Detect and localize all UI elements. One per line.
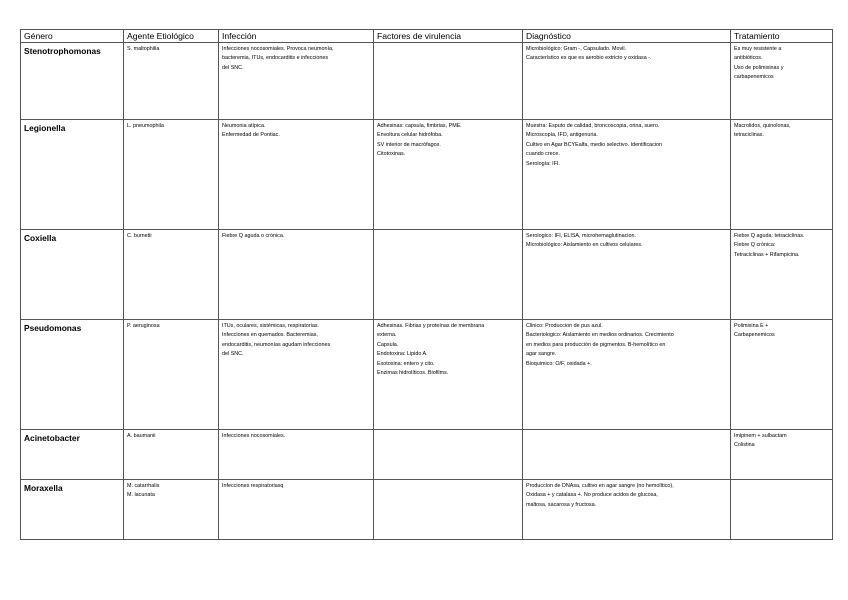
tratamiento-cell [731,320,833,430]
factores-line: Exotoxina: entero y cito. [377,360,435,367]
tratamiento-line: Fiebre Q aguda: tetraciclinas. [734,233,805,239]
agente-line: M. lacunata [127,492,155,499]
factores-cell [374,480,523,540]
agente-line: L. pneumophila [127,123,164,129]
infeccion-line: Infecciones nocosomiales. Provoca neumonía, [222,46,334,52]
genus-cell: Stenotrophomonas [21,43,124,120]
diagnostico-line: Bacteriologico: Aislamiento en medios ordinarios. Crecimiento [526,332,674,339]
infeccion-cell [219,43,374,120]
factores-line: Adhesinas: capsula, fimbrias, PME. [377,123,462,129]
infeccion-line: endocarditis, neumonías agudam infecciones [222,341,331,348]
factores-cell [374,43,523,120]
diagnostico-cell [523,43,731,120]
genus-cell: Coxiella [21,230,124,320]
agente-cell [124,43,219,120]
factores-cell [374,320,523,430]
genus-cell: Acinetobacter [21,430,124,480]
infeccion-line: ITUs, oculares, sistémicas, respiratorias. [222,323,320,329]
diagnostico-cell [523,230,731,320]
table-row [21,320,833,430]
factores-line: Enzimas hidrolíticos. Biofilms. [377,370,449,377]
header-genero: Género [21,30,124,43]
header-agente: Agente Etiológico [124,30,219,43]
diagnostico-line: Microbiológico: Gram -, Capsulado. Movil. [526,46,627,52]
agente-cell [124,430,219,480]
tratamiento-cell [731,230,833,320]
diagnostico-line: Cultivo en Agar BCYEalfa, medio selectivo. Identificacion [526,141,663,148]
factores-line: Capsula. [377,341,399,348]
infeccion-cell [219,480,374,540]
header-diagnostico: Diagnóstico [523,30,731,43]
tratamiento-cell [731,480,833,540]
infeccion-line: Infecciones respiratoriasq [222,483,284,489]
diagnostico-line: Característico es que es aerobio extricto y oxidasa -. [526,55,652,62]
tratamiento-line: Carbapenemicos [734,332,775,339]
tratamiento-line: Colistina [734,442,755,449]
diagnostico-line: Microscopía, IFD, antigenuria. [526,132,598,139]
tratamiento-cell [731,43,833,120]
genus-cell: Legionella [21,120,124,230]
header-infeccion: Infección [219,30,374,43]
infeccion-cell [219,430,374,480]
infeccion-cell [219,120,374,230]
factores-line: Adhesinas. Fibrias y proteínas de membrana [377,323,485,329]
agente-cell [124,120,219,230]
table-row [21,230,833,320]
diagnostico-line: Bioquimico: O/F, oxidada +. [526,360,592,367]
agente-line: P. aeruginosa [127,323,160,329]
table-row [21,43,833,120]
factores-cell [374,430,523,480]
infeccion-line: Fiebre Q aguda o crónica. [222,233,285,239]
agente-cell [124,230,219,320]
diagnostico-line: en medios para producción de pigmentos. B-hemolítico en [526,341,666,348]
diagnostico-line: Microbiológico: Aislamiento en cultivos celulares. [526,242,643,249]
agente-line: C. burnetii [127,233,152,239]
table-row [21,430,833,480]
agente-line: A. baumanii [127,433,156,439]
diagnostico-line: cuando crece. [526,151,560,158]
diagnostico-cell [523,120,731,230]
factores-line: Endotoxina: Lipido A. [377,351,428,358]
tratamiento-line: antibióticos. [734,55,763,62]
agente-cell [124,480,219,540]
genus-cell: Moraxella [21,480,124,540]
table-row [21,480,833,540]
infeccion-line: Infecciones en quemados. Bacteremias, [222,332,318,339]
header-tratamiento: Tratamiento [731,30,833,43]
diagnostico-cell [523,430,731,480]
factores-cell [374,120,523,230]
genus-cell: Pseudomonas [21,320,124,430]
tratamiento-cell [731,120,833,230]
infeccion-line: del SNC. [222,64,244,71]
diagnostico-line: Oxidasa + y catalasa +. No produce acidos de glucosa, [526,492,658,499]
agente-line: S. maltophilia [127,46,160,52]
diagnostico-line: Produccion de DNAsa, cultivo en agar sangre (no hemolítico), [526,483,674,489]
diagnostico-line: Clinico: Produccion de pus azul. [526,323,603,329]
tratamiento-line: Imipinem + sulbactam [734,433,787,439]
table-header-row [21,30,833,43]
table-row [21,120,833,230]
tratamiento-line: Es muy resistente a [734,46,782,52]
diagnostico-cell [523,480,731,540]
diagnostico-line: Serologico: IFI, ELISA, microhemaglutinacion. [526,233,636,239]
infeccion-line: Neumonia atípica. [222,123,266,129]
factores-line: SV interior de macrófagos. [377,141,441,148]
tratamiento-line: Tetraciclinas + Rifampicina. [734,251,800,258]
table-body [21,43,833,540]
factores-cell [374,230,523,320]
tratamiento-cell [731,430,833,480]
tratamiento-line: tetraciclinas. [734,132,764,139]
tratamiento-line: Polimixina E + [734,323,769,329]
tratamiento-line: Uso de polimixinas y [734,64,784,71]
diagnostico-cell [523,320,731,430]
header-factores: Factores de virulencia [374,30,523,43]
bacteria-table [20,29,833,540]
diagnostico-line: Muestra: Esputo de calidad, broncoscopia, orina, suero. [526,123,660,129]
tratamiento-line: carbapenemicos [734,74,774,81]
infeccion-line: Enfermedad de Pontiac. [222,132,280,139]
factores-line: Citotoxinas. [377,151,406,158]
diagnostico-line: maltosa, sacarosa y fructosa. [526,501,597,508]
agente-cell [124,320,219,430]
agente-line: M. catarrhalis [127,483,160,489]
factores-line: Envoltura celular hidrófoba. [377,132,443,139]
diagnostico-line: agar sangre. [526,351,557,358]
infeccion-cell [219,230,374,320]
factores-line: externa. [377,332,397,339]
diagnostico-line: Serología: IFI. [526,160,560,167]
infeccion-line: bacteremia, ITUs, endocarditis e infecciones [222,55,329,62]
tratamiento-line: Fiebre Q crónica: [734,242,776,249]
tratamiento-line: Macrolidos, quinolonas, [734,123,791,129]
infeccion-cell [219,320,374,430]
infeccion-line: Infecciones nocosomiales. [222,433,286,439]
infeccion-line: del SNC. [222,351,244,358]
